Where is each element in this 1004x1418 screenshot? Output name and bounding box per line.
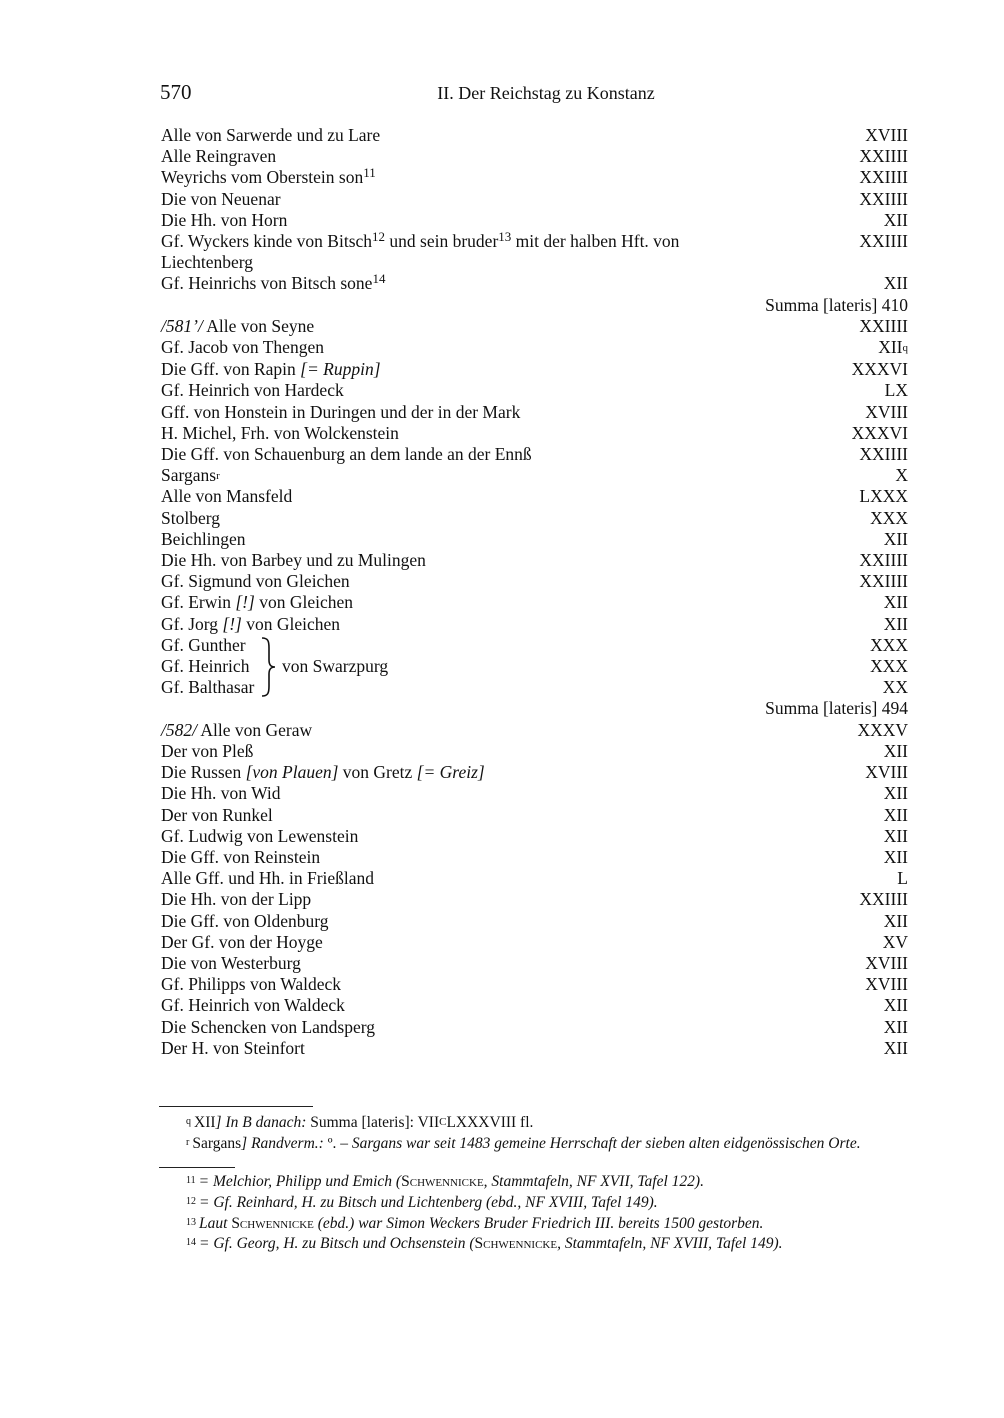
folio-marker: /582/	[161, 719, 197, 740]
list-item: Alle von Mansfeld LXXX	[161, 486, 908, 507]
list-item: Weyrichs vom Oberstein son$^{11}$ XXIIII	[161, 165, 908, 188]
running-title: II. Der Reichstag zu Konstanz	[437, 83, 655, 103]
list-item: Die Hh. von Wid XII	[161, 783, 908, 804]
list-item: Sargans$^r$ X	[161, 465, 908, 486]
textnote-mark: q	[902, 342, 908, 355]
list-item: Die Hh. von Horn XII	[161, 209, 908, 230]
footnote: 13 Laut Schwennicke (ebd.) war Simon Weckers Bruder Friedrich III. bereits 1500 gestorben.	[186, 1214, 764, 1232]
folio-marker: /581’/	[161, 315, 203, 336]
list-item: Die Hh. von Barbey und zu Mulingen XXIIII	[161, 550, 908, 571]
text-note: q XII] In B danach: Summa [lateris]: $VII^CLXXXVIII$ fl.	[186, 1114, 534, 1131]
list-item: Alle Gff. und Hh. in Frießland L	[161, 868, 908, 889]
text-note: r Sargans] Randverm.: º. – Sargans war seit 1483 gemeine Herrschaft der sieben alten eidgenössischen Orte.	[186, 1134, 861, 1152]
list-item: Gf. Sigmund von Gleichen XXIIII	[161, 571, 908, 592]
page-sum: Summa [lateris] 494	[765, 698, 908, 719]
list-item: Gf. Gunther XXX	[161, 634, 908, 655]
list-item: Stolberg XXX	[161, 507, 908, 528]
footnotes-rule	[159, 1167, 235, 1168]
footnote-ref: 13	[498, 229, 512, 245]
list-item: Die Gff. von Schauenburg an dem lande an der Ennß XXIIII	[161, 444, 908, 465]
footnote: 11 = Melchior, Philipp und Emich (Schwennicke, Stammtafeln, NF XVII, Tafel 122).	[186, 1173, 704, 1190]
list-item: Die Gff. von Rapin [= Ruppin] XXXVI	[161, 359, 908, 380]
text-notes	[186, 1112, 916, 1154]
register-list	[161, 125, 908, 1059]
list-item: Gff. von Honstein in Duringen und der in der Mark XVIII	[161, 401, 908, 422]
list-item: Gf. Jorg [!] von Gleichen XII	[161, 613, 908, 634]
list-item: Gf. Balthasar XX	[161, 677, 908, 698]
list-item: Beichlingen XII	[161, 528, 908, 549]
list-item: Alle Reingraven XXIIII	[161, 146, 908, 167]
list-item: Alle von Sarwerde und zu Lare XVIII	[161, 125, 908, 145]
list-item: Der von Pleß XII	[161, 740, 908, 761]
list-item: Die von Westerburg XVIII	[161, 952, 908, 973]
footnote: 12 = Gf. Reinhard, H. zu Bitsch und Lichtenberg (ebd., NF XVIII, Tafel 149).	[186, 1193, 658, 1211]
footnote: 14 = Gf. Georg, H. zu Bitsch und Ochsenstein (Schwennicke, Stammtafeln, NF XVIII, Tafel 149).	[186, 1235, 783, 1253]
list-item: Gf. Heinrich XXX	[161, 656, 908, 677]
list-item: Gf. Wyckers kinde von Bitsch$^{12}$ und sein bruder$^{13}$ mit der halben Hft. von Liechtenberg XXIIII	[161, 229, 908, 273]
footnote-ref: 12	[372, 229, 386, 245]
list-item: Der von Runkel XII	[161, 804, 908, 825]
schwarzburg-group	[161, 635, 908, 699]
page-sum: Summa [lateris] 410	[765, 294, 908, 315]
textnote-mark: r	[216, 470, 220, 483]
list-item: Die von Neuenar XXIIII	[161, 188, 908, 209]
list-item: Gf. Heinrichs von Bitsch sone$^{14}$ XII	[161, 271, 908, 294]
list-item: /581’/ Alle von Seyne XXIIII	[161, 315, 908, 336]
list-item: Gf. Ludwig von Lewenstein XII	[161, 825, 908, 846]
list-item: Gf. Philipps von Waldeck XVIII	[161, 974, 908, 995]
list-item: Die Hh. von der Lipp XXIIII	[161, 889, 908, 910]
textnotes-rule	[159, 1106, 313, 1107]
list-item: Gf. Heinrich von Waldeck XII	[161, 995, 908, 1016]
footnote-ref: 11	[363, 165, 376, 181]
list-item: H. Michel, Frh. von Wolckenstein XXXVI	[161, 422, 908, 443]
list-item: Der Gf. von der Hoyge XV	[161, 931, 908, 952]
footnotes	[186, 1171, 916, 1254]
list-item: Der H. von Steinfort XII	[161, 1037, 908, 1058]
list-item: Gf. Jacob von Thengen XIIq	[161, 337, 908, 358]
list-item: Die Gff. von Reinstein XII	[161, 846, 908, 867]
list-item: Die Russen [von Plauen] von Gretz [= Greiz] XVIII	[161, 762, 908, 783]
list-item: Die Schencken von Landsperg XII	[161, 1016, 908, 1037]
list-item: /582/ Alle von Geraw XXXV	[161, 719, 908, 740]
list-item: Die Gff. von Oldenburg XII	[161, 910, 908, 931]
footnote-ref: 14	[372, 271, 386, 287]
page-number: 570	[160, 80, 192, 104]
list-item: Gf. Heinrich von Hardeck LX	[161, 380, 908, 401]
brace-label: von Swarzpurg	[282, 655, 389, 676]
list-item: Gf. Erwin [!] von Gleichen XII	[161, 592, 908, 613]
curly-brace-icon	[258, 636, 280, 698]
